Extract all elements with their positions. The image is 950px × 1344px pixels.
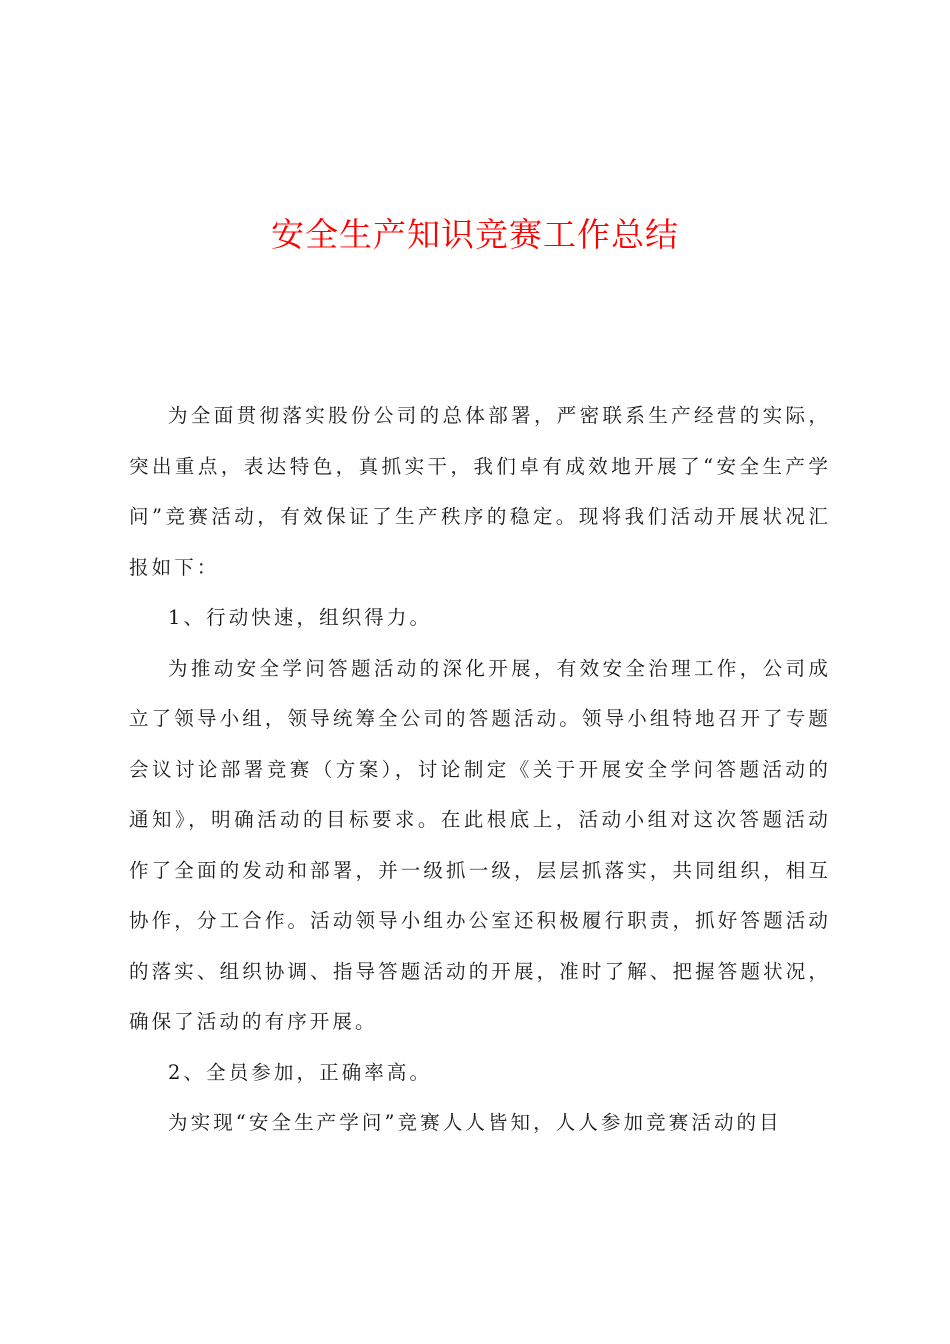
document-body: [129, 391, 831, 1149]
section-heading-1: 1、行动快速，组织得力。: [168, 606, 433, 629]
paragraph-section-1: 为推动安全学问答题活动的深化开展，有效安全治理工作，公司成立了领导小组，领导统筹全公司的答题活动。领导小组特地召开了专题会议讨论部署竞赛（方案），讨论制定《关于开展安全学问答题活动的通知》，明确活动的目标要求。在此根底上，活动小组对这次答题活动作了全面的发动和部署，并一级抓一级，层层抓落实，共同组织，相互协作，分工合作。活动领导小组办公室还积极履行职责，抓好答题活动的落实、组织协调、指导答题活动的开展，准时了解、把握答题状况，确保了活动的有序开展。: [129, 656, 831, 1033]
section-heading-2: 2、全员参加，正确率高。: [168, 1060, 433, 1084]
paragraph-section-2: 为实现“安全生产学问”竞赛人人皆知，人人参加竞赛活动的目: [168, 1111, 782, 1134]
document-title: 安全生产知识竞赛工作总结: [271, 215, 679, 254]
paragraph-intro: 为全面贯彻落实股份公司的总体部署，严密联系生产经营的实际，突出重点，表达特色，真抓实干，我们卓有成效地开展了“安全生产学问”竞赛活动，有效保证了生产秩序的稳定。现将我们活动开展状况汇报如下：: [129, 404, 831, 579]
